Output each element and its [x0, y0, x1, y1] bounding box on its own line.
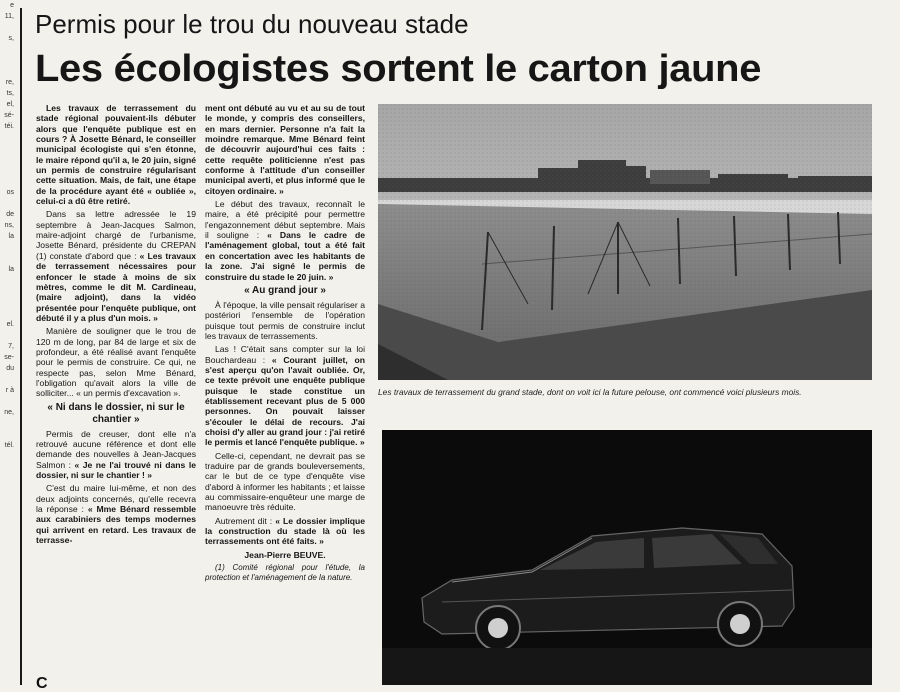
margin-fragment — [0, 429, 14, 440]
margin-fragment — [0, 275, 14, 286]
paragraph: ment ont débuté au vu et au su de tout le monde, y compris des conseillers, en mars dernier. Personne n'a fait la moindre remarque. Mme Bénard feint de découvrir aujourd'hui ces faits : cette requête politicienne n'est pas conforme à l'attitude d'un conseiller municipal averti, et plus informé que le citoyen ordinaire. » — [205, 103, 365, 196]
margin-fragment: se- — [4, 354, 14, 361]
author-signature: Jean-Pierre BEUVE. — [244, 549, 326, 560]
footnote: (1) Comité régional pour l'étude, la protection et l'aménagement de la nature. — [205, 563, 365, 583]
margin-fragment — [0, 44, 14, 55]
paragraph: Manière de souligner que le trou de 120 m de long, par 84 de large et six de profondeur, a été réalisé avant l'enquête pour le permis de construire. Ce qui, ne respecte pas, selon Mme Bénard, l'obligation qu'avait alors la ville de solliciter... « un permis d'excavation ». — [36, 326, 196, 399]
margin-fragment: du — [6, 365, 14, 372]
margin-fragment: sé- — [4, 112, 14, 119]
margin-fragment — [0, 66, 14, 77]
margin-fragment — [0, 176, 14, 187]
paragraph: À l'époque, la ville pensait régulariser a postériori l'ensemble de l'opération puisque tout permis de construire inclut les travaux de terrassements. — [205, 299, 365, 341]
section-subhead: « Au grand jour » — [244, 284, 326, 296]
margin-fragment — [0, 198, 14, 209]
margin-fragment — [0, 330, 14, 341]
margin-fragment — [0, 132, 14, 143]
margin-fragment: 7, — [8, 343, 14, 350]
margin-fragment: tél. — [4, 442, 14, 449]
article-kicker: Permis pour le trou du nouveau stade — [35, 9, 469, 39]
margin-fragment — [0, 308, 14, 319]
paragraph: Le début des travaux, reconnaît le maire, a été précipité pour permettre l'engazonnement début septembre. Mais il souligne : « Dans le cadre de l'aménagement global, tout a été fait en concertation avec les habitants de la zone. J'ai signé le permis de construire du stade le 20 juin. » — [205, 199, 365, 282]
margin-fragment — [0, 396, 14, 407]
margin-fragment: 11, — [4, 13, 14, 20]
section-subhead: « Ni dans le dossier, ni sur le chantier » — [47, 401, 185, 425]
margin-fragment: os — [6, 189, 14, 196]
margin-fragment: ne, — [4, 409, 14, 416]
adjacent-column-fragments — [0, 0, 14, 685]
margin-fragment — [0, 154, 14, 165]
car-photo — [382, 430, 872, 685]
paragraph: Autrement dit : « Le dossier implique la construction du stade là où les terrassements ont été faits. » — [205, 515, 365, 547]
stadium-photo-image — [378, 104, 872, 380]
margin-fragment — [0, 22, 14, 33]
margin-fragment: re, — [5, 79, 14, 86]
margin-fragment — [0, 143, 14, 154]
margin-fragment: r à — [5, 387, 14, 394]
margin-fragment: ts, — [6, 90, 14, 97]
margin-fragment: de — [6, 211, 14, 218]
margin-fragment — [0, 55, 14, 66]
article-column-2 — [205, 103, 365, 663]
car-advertisement-image — [382, 430, 872, 685]
article-lead: Les travaux de terrassement du stade régional pouvaient-ils débuter alors que l'enquête publique est en cours ? À Josette Bénard, le conseiller municipal écologiste qui s'en étonne, le maire répond qu'il a, le 20 juin, signé un permis de construire régularisant cette situation. Mais, de fait, une étape de la procédure ayant été « oubliée », celui-ci a dû être retiré. — [36, 103, 196, 207]
paragraph: C'est du maire lui-même, et non des deux adjoints concernés, qu'elle recevra la réponse : « Mme Bénard ressemble aux carabiniers des temps modernes qui arrivent en retard. Les travaux de terrasse- — [36, 483, 196, 546]
margin-fragment: ns, — [4, 222, 14, 229]
stadium-construction-photo — [378, 104, 872, 380]
column-divider — [20, 8, 22, 685]
margin-fragment — [0, 418, 14, 429]
paragraph: Celle-ci, cependant, ne devrait pas se traduire par de grands bouleversements, car le but de ce type d'enquête vise d'abord à informer les habitants ; et laisse au commissaire-enquêteur une marge de manoeuvre très réduite. — [205, 450, 365, 513]
paragraph: Permis de creuser, dont elle n'a retrouvé aucune référence et dont elle demande des nouvelles à Jean-Jacques Salmon : « Je ne l'ai trouvé ni dans le dossier, ni sur le chantier ! » — [36, 428, 196, 480]
margin-fragment: e — [10, 2, 14, 9]
margin-fragment: el, — [6, 101, 14, 108]
paragraph: Las ! C'était sans compter sur la loi Bouchardeau : « Courant juillet, on s'est aperçu qu'on l'avait oubliée. Or, ce texte prévoit une enquête publique puisque le stade constitue un établissement recevant plus de 5 000 personnes. On pouvait laisser s'écouler le délai de recours. J'ai choisi d'y aller au grand jour : j'ai retiré le permis et lancé l'enquête publique. » — [205, 344, 365, 448]
margin-fragment: s, — [8, 35, 14, 42]
paragraph: Dans sa lettre adressée le 19 septembre à Jean-Jacques Salmon, maire-adjoint chargé de l'urbanisme, Josette Bénard, présidente du CREPAN (1) constate d'abord que : « Les travaux de terrassement nécessaires pour enfoncer le stade à moins de six mètres, comme le dit M. Cardineau, (maire adjoint), dans la vidéo présentée pour l'enquête publique, ont débuté il y a plus d'un mois. » — [36, 209, 196, 323]
margin-fragment — [0, 242, 14, 253]
article-headline: Les écologistes sortent le carton jaune — [35, 48, 762, 90]
margin-fragment — [0, 297, 14, 308]
margin-fragment: téi. — [4, 123, 14, 130]
next-article-fragment: C — [36, 675, 48, 692]
margin-fragment — [0, 374, 14, 385]
photo-caption: Les travaux de terrassement du grand stade, dont on voit ici la future pelouse, ont commencé voici plusieurs mois. — [378, 387, 802, 397]
margin-fragment — [0, 253, 14, 264]
margin-fragment — [0, 286, 14, 297]
margin-fragment: la — [8, 266, 14, 273]
article-column-1 — [36, 103, 196, 673]
margin-fragment: la — [8, 233, 14, 240]
margin-fragment: el. — [6, 321, 14, 328]
margin-fragment — [0, 165, 14, 176]
